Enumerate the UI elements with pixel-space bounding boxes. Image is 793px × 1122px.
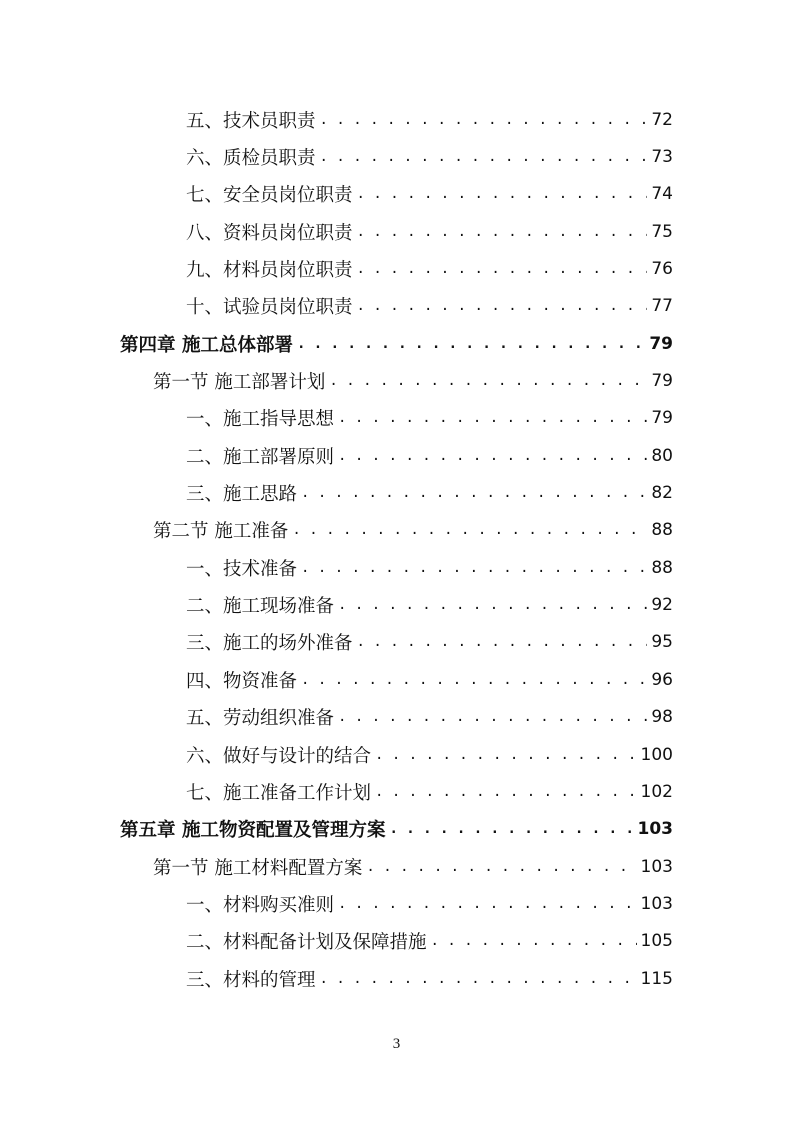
toc-entry[interactable] <box>0 549 793 586</box>
toc-entry[interactable] <box>0 437 793 474</box>
toc-entry-title: 八、资料员岗位职责 <box>186 222 353 244</box>
page-number: 3 <box>392 1036 401 1052</box>
toc-entry-page: 77 <box>651 296 673 317</box>
toc-entry-page: 88 <box>651 557 673 578</box>
dot-leader <box>292 522 647 538</box>
toc-entry-title: 二、施工部署原则 <box>186 446 335 468</box>
toc-entry-page: 80 <box>651 445 673 466</box>
dot-leader <box>320 971 637 987</box>
dot-leader <box>338 448 647 464</box>
dot-leader <box>320 112 648 128</box>
toc-entry-page: 92 <box>651 595 673 616</box>
dot-leader <box>301 485 647 501</box>
toc-entry[interactable] <box>0 176 793 213</box>
toc-entry-title: 二、施工现场准备 <box>186 596 335 618</box>
dot-leader <box>338 896 637 912</box>
dot-leader <box>329 373 647 389</box>
toc-entry-page: 88 <box>651 520 673 541</box>
dot-leader <box>297 336 645 352</box>
dot-leader <box>357 224 648 240</box>
toc-entry-title: 六、质检员职责 <box>186 148 316 170</box>
toc-entry-title: 一、技术准备 <box>186 558 298 580</box>
dot-leader <box>431 933 637 949</box>
dot-leader <box>375 784 637 800</box>
toc-entry-page: 100 <box>640 744 673 765</box>
toc-entry[interactable] <box>0 624 793 661</box>
toc-entry[interactable] <box>0 736 793 773</box>
dot-leader <box>320 149 648 165</box>
toc-entry[interactable] <box>0 101 793 138</box>
dot-leader <box>357 634 648 650</box>
toc-entry[interactable] <box>0 250 793 287</box>
toc-entry[interactable] <box>0 773 793 810</box>
toc-entry[interactable] <box>0 586 793 623</box>
toc-entry-title: 一、施工指导思想 <box>186 409 335 431</box>
toc-entry-page: 95 <box>651 632 673 653</box>
toc-entry-page: 82 <box>651 483 673 504</box>
toc-entry-page: 96 <box>651 669 673 690</box>
dot-leader <box>389 821 633 837</box>
toc-entry[interactable] <box>0 474 793 511</box>
toc-entry[interactable] <box>0 923 793 960</box>
toc-entry-title: 第一节 施工材料配置方案 <box>153 857 363 879</box>
toc-entry[interactable] <box>0 960 793 997</box>
toc-entry[interactable] <box>0 213 793 250</box>
toc-entry[interactable] <box>0 699 793 736</box>
toc-entry-page: 103 <box>640 856 673 877</box>
toc-entry-title: 四、物资准备 <box>186 670 298 692</box>
toc-entry-page: 105 <box>640 931 673 952</box>
toc-entry-title: 七、安全员岗位职责 <box>186 185 353 207</box>
toc-entry[interactable] <box>0 661 793 698</box>
toc-entry-title: 五、劳动组织准备 <box>186 708 335 730</box>
toc-entry[interactable] <box>0 811 793 848</box>
toc-entry-title: 二、材料配备计划及保障措施 <box>186 932 427 954</box>
toc-entry-page: 102 <box>640 781 673 802</box>
toc-entry-page: 76 <box>651 259 673 280</box>
toc-entry-page: 103 <box>637 819 673 840</box>
toc-entry[interactable] <box>0 325 793 362</box>
toc-entry-title: 第一节 施工部署计划 <box>153 372 326 394</box>
toc-entry[interactable] <box>0 848 793 885</box>
toc-entry[interactable] <box>0 138 793 175</box>
toc-entry-page: 74 <box>651 184 673 205</box>
dot-leader <box>366 859 636 875</box>
toc-entry-title: 五、技术员职责 <box>186 110 316 132</box>
dot-leader <box>301 560 647 576</box>
toc-entry-title: 第五章 施工物资配置及管理方案 <box>120 820 386 842</box>
toc-entry[interactable] <box>0 512 793 549</box>
toc-entry[interactable] <box>0 288 793 325</box>
toc-entry[interactable] <box>0 362 793 399</box>
toc-entry-title: 六、做好与设计的结合 <box>186 745 372 767</box>
toc-entry-title: 十、试验员岗位职责 <box>186 297 353 319</box>
dot-leader <box>301 672 647 688</box>
toc-entry-title: 九、材料员岗位职责 <box>186 260 353 282</box>
toc-entry-title: 三、材料的管理 <box>186 969 316 991</box>
toc-entry-page: 98 <box>651 707 673 728</box>
dot-leader <box>338 410 647 426</box>
toc-entry[interactable] <box>0 885 793 922</box>
toc-entry-page: 79 <box>649 333 673 354</box>
dot-leader <box>357 261 648 277</box>
dot-leader <box>357 298 648 314</box>
dot-leader <box>375 747 637 763</box>
toc-entry-title: 第四章 施工总体部署 <box>120 334 293 356</box>
toc-entry-page: 72 <box>651 109 673 130</box>
toc-entry-title: 三、施工思路 <box>186 484 298 506</box>
dot-leader <box>338 709 647 725</box>
toc-entry-title: 第二节 施工准备 <box>153 521 289 543</box>
toc-entry[interactable] <box>0 400 793 437</box>
toc-entry-page: 79 <box>651 371 673 392</box>
dot-leader <box>357 186 648 202</box>
dot-leader <box>338 597 647 613</box>
toc-entry-title: 七、施工准备工作计划 <box>186 782 372 804</box>
table-of-contents <box>0 101 793 997</box>
toc-entry-page: 79 <box>651 408 673 429</box>
toc-entry-page: 73 <box>651 147 673 168</box>
toc-entry-page: 75 <box>651 221 673 242</box>
toc-entry-title: 三、施工的场外准备 <box>186 633 353 655</box>
toc-entry-page: 103 <box>640 893 673 914</box>
toc-entry-page: 115 <box>640 968 673 989</box>
toc-entry-title: 一、材料购买准则 <box>186 894 335 916</box>
